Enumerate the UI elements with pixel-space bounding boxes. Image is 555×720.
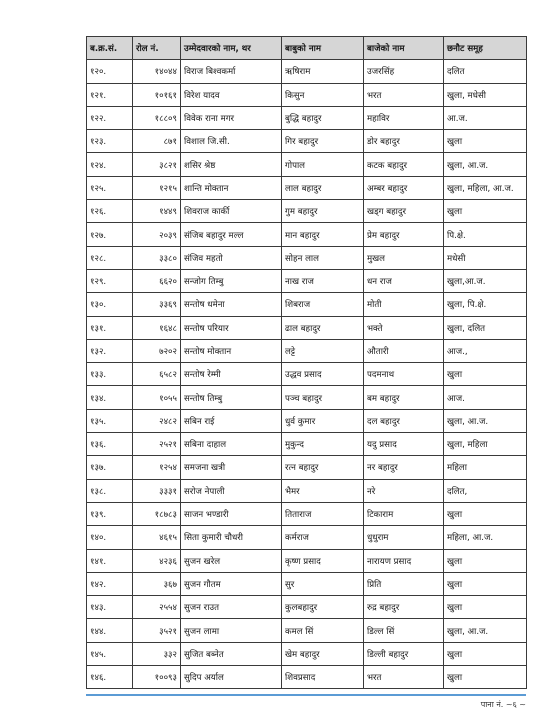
grandfather-name-cell: बम बहादुर (364, 386, 444, 409)
grandfather-name-cell: डोर बहादुर (364, 130, 444, 153)
father-name-cell: कृष्ण प्रसाद (282, 549, 364, 572)
father-name-cell: गुम बहादुर (282, 200, 364, 223)
header-candidate-name: उम्मेदवारको नाम, थर (181, 37, 282, 60)
roll-cell: १००९३ (133, 666, 181, 689)
candidate-name-cell: समजना खत्री (181, 456, 282, 479)
roll-cell: २४८२ (133, 409, 181, 432)
table-row (87, 619, 527, 642)
roll-cell: २५२१ (133, 433, 181, 456)
selection-group-cell: खुला (444, 363, 527, 386)
table-row (87, 246, 527, 269)
selection-group-cell: खुला (444, 666, 527, 689)
candidate-name-cell: सुजन खरेल (181, 549, 282, 572)
father-name-cell: रत्न बहादुर (282, 456, 364, 479)
table-row (87, 502, 527, 525)
selection-group-cell: खुला (444, 572, 527, 595)
roll-cell: ३३८० (133, 246, 181, 269)
table-row (87, 363, 527, 386)
serial-cell: १३९. (87, 502, 133, 525)
header-selection-group: छनौट समूह (444, 37, 527, 60)
grandfather-name-cell: उजरसिंह (364, 60, 444, 83)
grandfather-name-cell: डिल्ली बहादुर (364, 642, 444, 665)
header-roll: रोल नं. (133, 37, 181, 60)
selection-group-cell: खुला (444, 130, 527, 153)
candidate-name-cell: सन्जोग तिम्बु (181, 269, 282, 292)
selection-group-cell: खुला, पि.क्षे. (444, 293, 527, 316)
candidate-name-cell: सन्तोष धमेना (181, 293, 282, 316)
grandfather-name-cell: पदमनाथ (364, 363, 444, 386)
table-row (87, 549, 527, 572)
candidate-name-cell: संजिव महतो (181, 246, 282, 269)
selection-group-cell: खुला, आ.ज. (444, 153, 527, 176)
roll-cell: ४२३६ (133, 549, 181, 572)
serial-cell: १२४. (87, 153, 133, 176)
grandfather-name-cell: कटक बहादुर (364, 153, 444, 176)
selection-group-cell: खुला (444, 596, 527, 619)
roll-cell: ३६७ (133, 572, 181, 595)
candidate-name-cell: विवेक राना मगर (181, 106, 282, 129)
selection-group-cell: महिला, आ.ज. (444, 526, 527, 549)
serial-cell: १४२. (87, 572, 133, 595)
roll-cell: ४६१५ (133, 526, 181, 549)
table-row (87, 433, 527, 456)
grandfather-name-cell: नर बहादुर (364, 456, 444, 479)
father-name-cell: धुर्व कुमार (282, 409, 364, 432)
serial-cell: १४६. (87, 666, 133, 689)
roll-cell: १२५४ (133, 456, 181, 479)
selection-group-cell: खुला (444, 642, 527, 665)
serial-cell: १४०. (87, 526, 133, 549)
table-row (87, 83, 527, 106)
serial-cell: १३६. (87, 433, 133, 456)
candidate-name-cell: सन्तोष तिम्बु (181, 386, 282, 409)
grandfather-name-cell: धन राज (364, 269, 444, 292)
table-row (87, 339, 527, 362)
grandfather-name-cell: प्रेम बहादुर (364, 223, 444, 246)
grandfather-name-cell: रुद्र बहादुर (364, 596, 444, 619)
father-name-cell: नाख राज (282, 269, 364, 292)
candidate-name-cell: सिता कुमारी चौधरी (181, 526, 282, 549)
grandfather-name-cell: दल बहादुर (364, 409, 444, 432)
grandfather-name-cell: महाविर (364, 106, 444, 129)
serial-cell: १२१. (87, 83, 133, 106)
table-row (87, 526, 527, 549)
candidate-name-cell: सबिना दाहाल (181, 433, 282, 456)
serial-cell: १२९. (87, 269, 133, 292)
results-table (86, 36, 527, 689)
candidate-name-cell: साजन भण्डारी (181, 502, 282, 525)
serial-cell: १३२. (87, 339, 133, 362)
serial-cell: १३०. (87, 293, 133, 316)
table-row (87, 130, 527, 153)
grandfather-name-cell: भरत (364, 666, 444, 689)
grandfather-name-cell: धुधुराम (364, 526, 444, 549)
selection-group-cell: आ.ज. (444, 106, 527, 129)
candidate-name-cell: सुदिप अर्याल (181, 666, 282, 689)
candidate-name-cell: सुजन लामा (181, 619, 282, 642)
selection-group-cell: मधेसी (444, 246, 527, 269)
roll-cell: १८७८३ (133, 502, 181, 525)
father-name-cell: कर्मराज (282, 526, 364, 549)
father-name-cell: किसुन (282, 83, 364, 106)
grandfather-name-cell: खड्ग बहादुर (364, 200, 444, 223)
serial-cell: १४५. (87, 642, 133, 665)
serial-cell: १३३. (87, 363, 133, 386)
father-name-cell: मुकुन्द (282, 433, 364, 456)
serial-cell: १३४. (87, 386, 133, 409)
candidate-name-cell: शान्ति मोक्तान (181, 176, 282, 199)
candidate-name-cell: सन्तोष परियार (181, 316, 282, 339)
grandfather-name-cell: अम्बर बहादुर (364, 176, 444, 199)
grandfather-name-cell: नरे (364, 479, 444, 502)
grandfather-name-cell: प्रिति (364, 572, 444, 595)
selection-group-cell: खुला (444, 502, 527, 525)
table-row (87, 200, 527, 223)
table-row (87, 456, 527, 479)
candidate-name-cell: सरोज नेपाली (181, 479, 282, 502)
table-row (87, 153, 527, 176)
father-name-cell: भैमर (282, 479, 364, 502)
grandfather-name-cell: औतारी (364, 339, 444, 362)
candidate-name-cell: संजिब बहादुर मल्ल (181, 223, 282, 246)
father-name-cell: कमल सिं (282, 619, 364, 642)
table-row (87, 60, 527, 83)
roll-cell: ७२०२ (133, 339, 181, 362)
father-name-cell: गोपाल (282, 153, 364, 176)
serial-cell: १४३. (87, 596, 133, 619)
roll-cell: ८७१ (133, 130, 181, 153)
table-row (87, 293, 527, 316)
selection-group-cell: खुला, महिला, आ.ज. (444, 176, 527, 199)
father-name-cell: बुद्धि बहादुर (282, 106, 364, 129)
selection-group-cell: खुला, आ.ज. (444, 619, 527, 642)
table-row (87, 642, 527, 665)
candidate-name-cell: विशाल जि.सी. (181, 130, 282, 153)
candidate-name-cell: सुजन गौतम (181, 572, 282, 595)
father-name-cell: शिवप्रसाद (282, 666, 364, 689)
roll-cell: १२१५ (133, 176, 181, 199)
candidate-name-cell: सबिन राई (181, 409, 282, 432)
footer-divider (86, 694, 526, 696)
header-serial: ब.क्र.सं. (87, 37, 133, 60)
roll-cell: ३३३१ (133, 479, 181, 502)
selection-group-cell: दलित, (444, 479, 527, 502)
table-row (87, 106, 527, 129)
selection-group-cell: खुला, मधेसी (444, 83, 527, 106)
father-name-cell: उद्धव प्रसाद (282, 363, 364, 386)
selection-group-cell: आज. (444, 386, 527, 409)
candidate-name-cell: सन्तोष मोक्तान (181, 339, 282, 362)
roll-cell: १६४८ (133, 316, 181, 339)
grandfather-name-cell: डिल्ल सिं (364, 619, 444, 642)
table-row (87, 572, 527, 595)
serial-cell: १२८. (87, 246, 133, 269)
father-name-cell: कुलबहादुर (282, 596, 364, 619)
serial-cell: १३१. (87, 316, 133, 339)
page-number: पाना नं. ~६ ~ (480, 700, 526, 709)
selection-group-cell: महिला (444, 456, 527, 479)
father-name-cell: लाल बहादुर (282, 176, 364, 199)
table-header-row (87, 37, 527, 60)
roll-cell: २०३९ (133, 223, 181, 246)
table-row (87, 386, 527, 409)
grandfather-name-cell: मोती (364, 293, 444, 316)
father-name-cell: सोहन लाल (282, 246, 364, 269)
selection-group-cell: पि.क्षे. (444, 223, 527, 246)
header-grandfather-name: बाजेको नाम (364, 37, 444, 60)
father-name-cell: मान बहादुर (282, 223, 364, 246)
roll-cell: ३८२१ (133, 153, 181, 176)
table-row (87, 479, 527, 502)
table-row (87, 596, 527, 619)
table-row (87, 223, 527, 246)
table-row (87, 176, 527, 199)
candidate-name-cell: शसिर श्रेष्ठ (181, 153, 282, 176)
grandfather-name-cell: टिकाराम (364, 502, 444, 525)
father-name-cell: खेम बहादुर (282, 642, 364, 665)
selection-group-cell: खुला (444, 200, 527, 223)
serial-cell: १३७. (87, 456, 133, 479)
grandfather-name-cell: मुखल (364, 246, 444, 269)
father-name-cell: तिताराज (282, 502, 364, 525)
roll-cell: ३३६९ (133, 293, 181, 316)
serial-cell: १२७. (87, 223, 133, 246)
serial-cell: १२५. (87, 176, 133, 199)
father-name-cell: ऋषिराम (282, 60, 364, 83)
serial-cell: १३५. (87, 409, 133, 432)
roll-cell: १८८०९ (133, 106, 181, 129)
candidate-name-cell: शिवराज कार्की (181, 200, 282, 223)
roll-cell: ३५२१ (133, 619, 181, 642)
grandfather-name-cell: भरत (364, 83, 444, 106)
table-body (87, 60, 527, 689)
serial-cell: १२६. (87, 200, 133, 223)
roll-cell: ६६२० (133, 269, 181, 292)
roll-cell: १०१६१ (133, 83, 181, 106)
roll-cell: ३३२ (133, 642, 181, 665)
serial-cell: १२३. (87, 130, 133, 153)
father-name-cell: लट्टे (282, 339, 364, 362)
candidate-name-cell: सुजित बब्नेत (181, 642, 282, 665)
selection-group-cell: खुला,आ.ज. (444, 269, 527, 292)
roll-cell: १०५५ (133, 386, 181, 409)
father-name-cell: शिबराज (282, 293, 364, 316)
table-row (87, 316, 527, 339)
father-name-cell: गिर बहादुर (282, 130, 364, 153)
serial-cell: १४४. (87, 619, 133, 642)
selection-group-cell: खुला, महिला (444, 433, 527, 456)
selection-group-cell: दलित (444, 60, 527, 83)
father-name-cell: पञ्च बहादुर (282, 386, 364, 409)
serial-cell: १२०. (87, 60, 133, 83)
candidate-name-cell: विरेश यादव (181, 83, 282, 106)
serial-cell: १३८. (87, 479, 133, 502)
selection-group-cell: खुला, दलित (444, 316, 527, 339)
grandfather-name-cell: नारायण प्रसाद (364, 549, 444, 572)
candidate-name-cell: विराज बिश्वकर्मा (181, 60, 282, 83)
grandfather-name-cell: भक्ते (364, 316, 444, 339)
father-name-cell: ढाल बहादुर (282, 316, 364, 339)
table-row (87, 409, 527, 432)
serial-cell: १२२. (87, 106, 133, 129)
father-name-cell: सुर (282, 572, 364, 595)
roll-cell: १४४९ (133, 200, 181, 223)
candidate-name-cell: सुजन राउत (181, 596, 282, 619)
roll-cell: ६५८२ (133, 363, 181, 386)
roll-cell: १४०४४ (133, 60, 181, 83)
candidate-name-cell: सन्तोष रेम्मी (181, 363, 282, 386)
selection-group-cell: आज., (444, 339, 527, 362)
table-row (87, 269, 527, 292)
grandfather-name-cell: यदु प्रसाद (364, 433, 444, 456)
roll-cell: २५५४ (133, 596, 181, 619)
selection-group-cell: खुला, आ.ज. (444, 409, 527, 432)
selection-group-cell: खुला (444, 549, 527, 572)
serial-cell: १४१. (87, 549, 133, 572)
header-father-name: बाबुको नाम (282, 37, 364, 60)
table-row (87, 666, 527, 689)
